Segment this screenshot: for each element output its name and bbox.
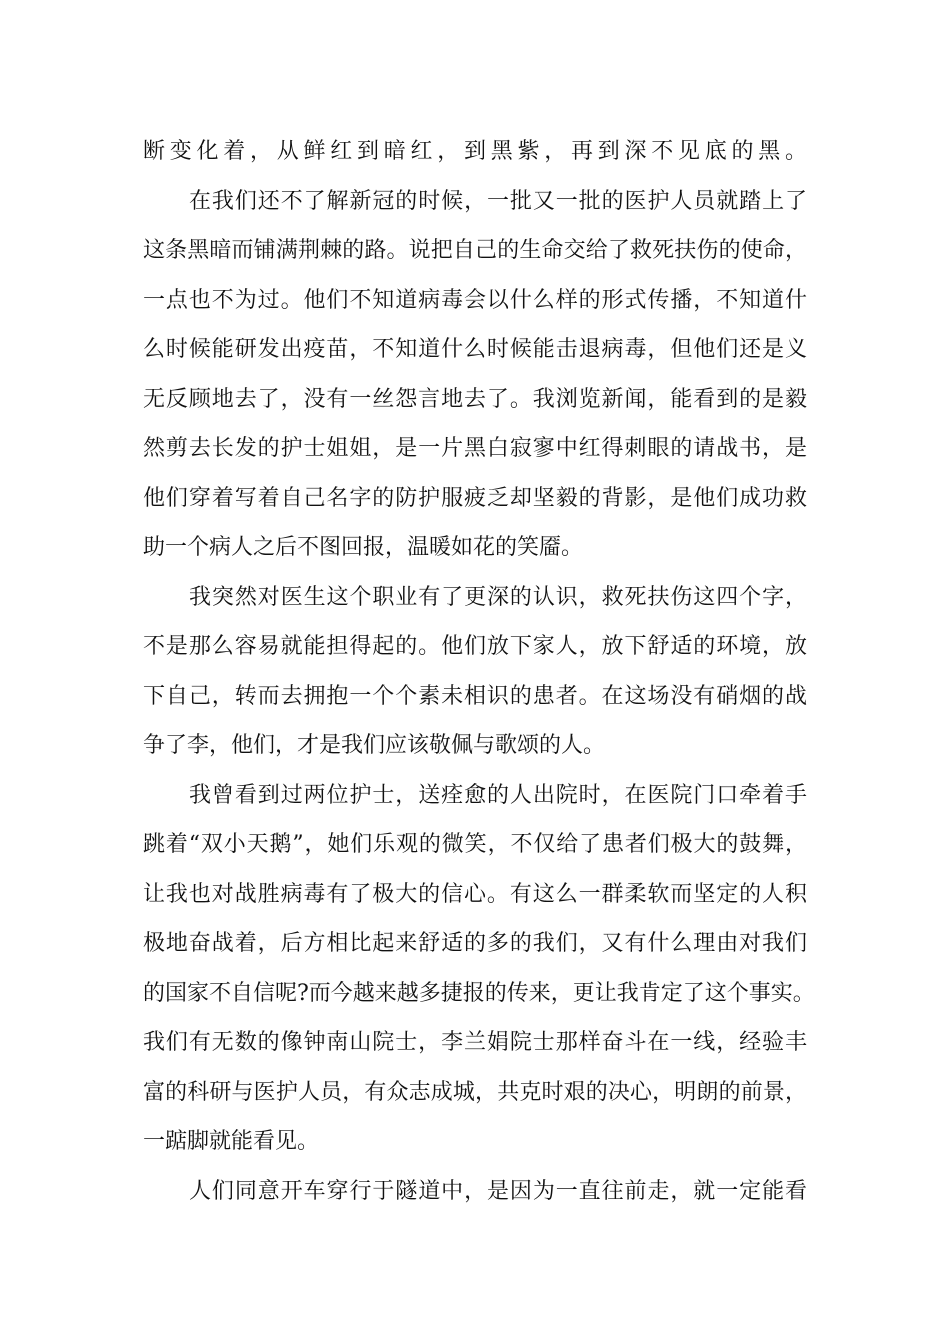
text-line: 的国家不自信呢?而今越来越多捷报的传来，更让我肯定了这个事实。 <box>143 980 815 1006</box>
paragraph-start-line: 我曾看到过两位护士，送痊愈的人出院时，在医院门口牵着手 <box>189 782 807 808</box>
paragraph-end-line: 争了李，他们，才是我们应该敬佩与歌颂的人。 <box>143 733 606 758</box>
text-line: 这条黑暗而铺满荆棘的路。说把自己的生命交给了救死扶伤的使命， <box>143 238 807 263</box>
text-line: 不是那么容易就能担得起的。他们放下家人，放下舒适的环境，放 <box>143 634 807 659</box>
paragraph-end-line: 一踮脚就能看见。 <box>143 1129 320 1154</box>
text-line: 么时候能研发出疫苗，不知道什么时候能击退病毒，但他们还是义 <box>143 337 807 362</box>
paragraph-start-line: 人们同意开车穿行于隧道中，是因为一直往前走，就一定能看 <box>189 1178 807 1204</box>
text-line: 极地奋战着，后方相比起来舒适的多的我们，又有什么理由对我们 <box>143 931 807 956</box>
text-line: 让我也对战胜病毒有了极大的信心。有这么一群柔软而坚定的人积 <box>143 881 807 907</box>
paragraph-end-line: 助一个病人之后不图回报，温暖如花的笑靥。 <box>143 535 584 560</box>
text-line: 断变化着，从鲜红到暗红，到黑紫，再到深不见底的黑。 <box>143 139 807 164</box>
article-body <box>143 127 815 1216</box>
text-line: 跳着“双小天鹅”，她们乐观的微笑，不仅给了患者们极大的鼓舞， <box>143 832 807 857</box>
text-line: 无反顾地去了，没有一丝怨言地去了。我浏览新闻，能看到的是毅 <box>143 386 807 412</box>
text-line: 他们穿着写着自己名字的防护服疲乏却坚毅的背影，是他们成功救 <box>143 485 807 511</box>
text-line: 然剪去长发的护士姐姐，是一片黑白寂寥中红得刺眼的请战书，是 <box>143 436 807 461</box>
text-line: 下自己，转而去拥抱一个个素未相识的患者。在这场没有硝烟的战 <box>143 683 807 709</box>
text-line: 一点也不为过。他们不知道病毒会以什么样的形式传播，不知道什 <box>143 287 807 313</box>
paragraph-start-line: 在我们还不了解新冠的时候，一批又一批的医护人员就踏上了 <box>189 188 807 214</box>
text-line: 我们有无数的像钟南山院士，李兰娟院士那样奋斗在一线，经验丰 <box>143 1030 807 1055</box>
text-line: 富的科研与医护人员，有众志成城，共克时艰的决心，明朗的前景， <box>143 1079 807 1105</box>
paragraph-start-line: 我突然对医生这个职业有了更深的认识，救死扶伤这四个字， <box>189 584 807 610</box>
